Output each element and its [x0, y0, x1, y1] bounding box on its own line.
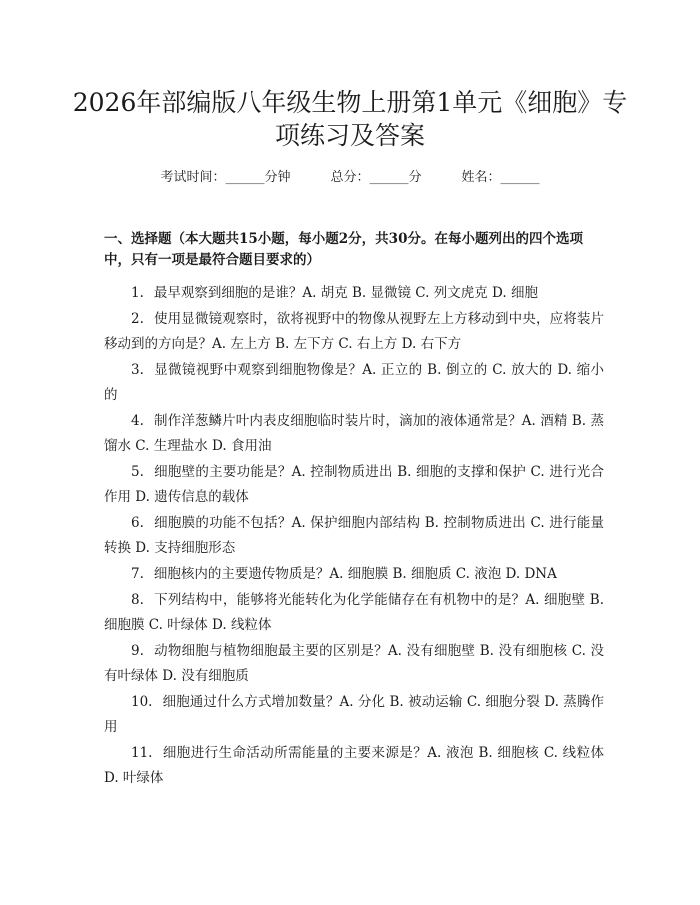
question-item	[104, 358, 604, 408]
question-number: 7.	[131, 566, 144, 582]
question-number: 5.	[131, 464, 144, 480]
question-text: 细胞壁的主要功能是？A. 控制物质进出 B. 细胞的支撑和保护 C. 进行光合作用 D. 遗传信息的载体	[104, 464, 604, 505]
question-number: 1.	[131, 285, 144, 301]
question-number: 6.	[131, 515, 144, 531]
question-item	[104, 741, 604, 791]
question-number: 11.	[131, 745, 153, 761]
question-text: 细胞通过什么方式增加数量？A. 分化 B. 被动运输 C. 细胞分裂 D. 蒸腾作用	[104, 694, 604, 735]
question-number: 9.	[131, 643, 144, 659]
student-name: 姓名：______	[461, 170, 540, 185]
question-text: 细胞核内的主要遗传物质是？A. 细胞膜 B. 细胞质 C. 液泡 D. DNA	[153, 566, 557, 582]
question-text: 动物细胞与植物细胞最主要的区别是？A. 没有细胞壁 B. 没有细胞核 C. 没有叶绿体 D. 没有细胞质	[104, 643, 604, 684]
question-list	[104, 281, 604, 792]
question-number: 2.	[131, 311, 144, 327]
document-title: 2026年部编版八年级生物上册第1单元《细胞》专项练习及答案	[72, 88, 628, 150]
question-text: 细胞进行生命活动所需能量的主要来源是？A. 液泡 B. 细胞核 C. 线粒体 D. 叶绿体	[104, 745, 604, 786]
question-text: 最早观察到细胞的是谁？A. 胡克 B. 显微镜 C. 列文虎克 D. 细胞	[153, 285, 538, 301]
question-item	[104, 511, 604, 561]
question-item	[104, 690, 604, 740]
question-item	[104, 307, 604, 357]
question-number: 4.	[131, 413, 144, 429]
question-text: 制作洋葱鳞片叶内表皮细胞临时装片时，滴加的液体通常是？A. 酒精 B. 蒸馏水 C. 生理盐水 D. 食用油	[104, 413, 604, 454]
exam-time: 考试时间：______分钟	[160, 170, 291, 185]
section-heading: 一、选择题（本大题共15小题，每小题2分，共30分。在每小题列出的四个选项中，只有一项是最符合题目要求的）	[104, 231, 583, 268]
question-item	[104, 460, 604, 510]
exam-info	[0, 169, 700, 187]
question-text: 显微镜视野中观察到细胞物像是？A. 正立的 B. 倒立的 C. 放大的 D. 缩小的	[104, 362, 604, 403]
question-item	[104, 409, 604, 459]
question-text: 下列结构中，能够将光能转化为化学能储存在有机物中的是？A. 细胞壁 B. 细胞膜 C. 叶绿体 D. 线粒体	[104, 592, 604, 633]
question-number: 10.	[131, 694, 153, 710]
question-text: 使用显微镜观察时，欲将视野中的物像从视野左上方移动到中央，应将装片移动到的方向是？A. 左上方 B. 左下方 C. 右上方 D. 右下方	[104, 311, 604, 352]
question-item	[104, 639, 604, 689]
question-item	[104, 281, 604, 306]
question-item	[104, 588, 604, 638]
question-number: 3.	[131, 362, 144, 378]
question-item	[104, 562, 604, 587]
question-number: 8.	[131, 592, 144, 608]
total-score: 总分：______分	[330, 170, 422, 185]
question-text: 细胞膜的功能不包括？A. 保护细胞内部结构 B. 控制物质进出 C. 进行能量转换 D. 支持细胞形态	[104, 515, 604, 556]
